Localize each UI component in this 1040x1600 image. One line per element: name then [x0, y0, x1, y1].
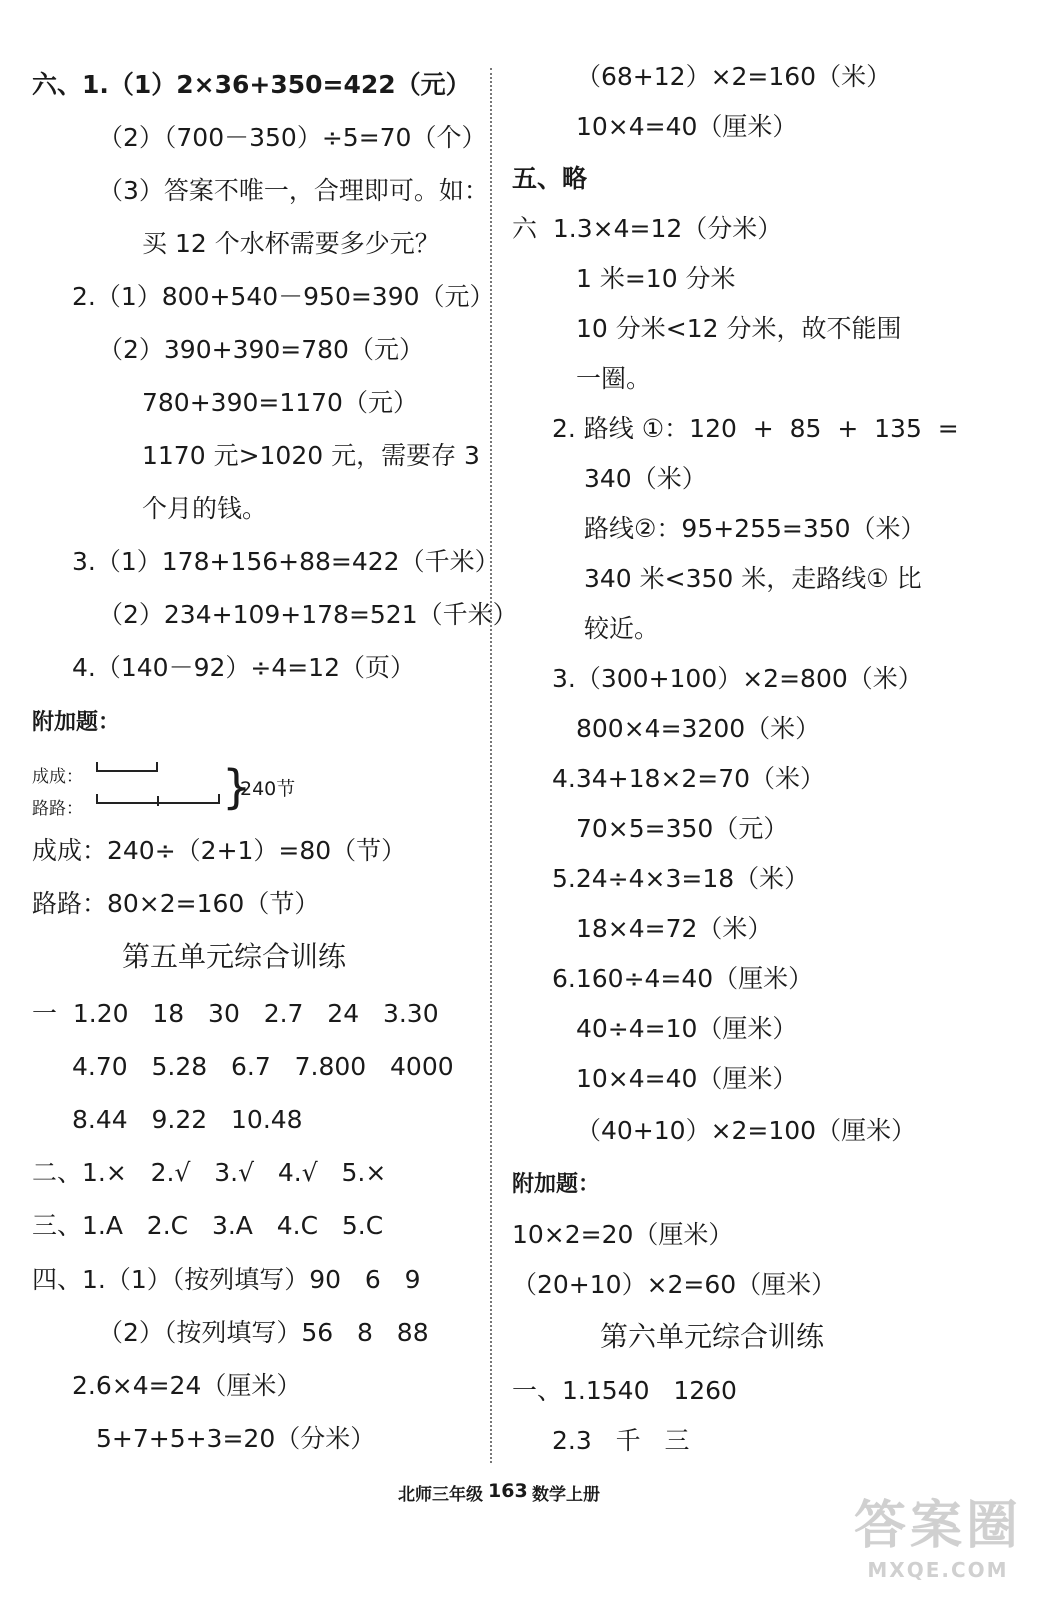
answer-line: 10×4=40（厘米）: [576, 1064, 798, 1093]
answer-line: 4.34+18×2=70（米）: [552, 764, 826, 793]
answer-line: （2）（按列填写）56 8 88: [98, 1318, 429, 1347]
footer-book: 数学上册: [532, 1485, 600, 1505]
answer-line: 340（米）: [584, 464, 707, 493]
answer-line: 6.160÷4=40（厘米）: [552, 964, 814, 993]
total-brace: }: [222, 760, 252, 814]
answer-line: 780+390=1170（元）: [142, 388, 418, 417]
section-title-unit5: 第五单元综合训练: [122, 940, 347, 973]
answer-line: 一、1.1540 1260: [512, 1376, 737, 1405]
answer-line: 10×2=20（厘米）: [512, 1220, 734, 1249]
answer-line: 2.（1）800+540－950=390（元）: [72, 282, 495, 311]
answer-line: 3.（1）178+156+88=422（千米）: [72, 547, 500, 576]
answer-line: 2. 路线 ①：120 + 85 + 135 =: [552, 414, 959, 443]
column-divider: [490, 68, 492, 1463]
answer-line: 路路：80×2=160（节）: [32, 889, 320, 918]
answer-line: 一 1.20 18 30 2.7 24 3.30: [32, 999, 439, 1028]
answer-line: 340 米<350 米，走路线① 比: [584, 564, 922, 593]
answer-line: 三、1.A 2.C 3.A 4.C 5.C: [32, 1211, 384, 1240]
answer-line: （2）390+390=780（元）: [98, 335, 424, 364]
answer-line: 二、1.× 2.√ 3.√ 4.√ 5.×: [32, 1158, 387, 1187]
diagram-total-label: 240节: [240, 778, 296, 800]
answer-line: 800×4=3200（米）: [576, 714, 821, 743]
chengcheng-bar: [96, 770, 158, 772]
answer-line: 路线②：95+255=350（米）: [584, 514, 926, 543]
answer-line: 70×5=350（元）: [576, 814, 789, 843]
answer-line: （2）（700－350）÷5=70（个）: [98, 123, 487, 152]
answer-line: 40÷4=10（厘米）: [576, 1014, 798, 1043]
answer-line: 1170 元>1020 元，需要存 3: [142, 441, 480, 470]
answer-line: 10 分米<12 分米，故不能围: [576, 314, 902, 343]
footer-grade: 北师三年级: [398, 1485, 483, 1505]
answer-line: 买 12 个水杯需要多少元？: [142, 229, 440, 258]
watermark-logo-text: 答案圈: [853, 1496, 1022, 1556]
lulu-bar-midmark: [157, 796, 159, 806]
answer-line: （68+12）×2=160（米）: [576, 62, 892, 91]
diagram-label-chengcheng: 成成：: [32, 767, 83, 787]
answer-line: 一圈。: [576, 364, 652, 393]
answer-line: （3）答案不唯一，合理即可。如：: [98, 176, 489, 205]
answer-line: 5+7+5+3=20（分米）: [96, 1424, 376, 1453]
answer-line: 2.3 千 三: [552, 1426, 690, 1455]
answer-line: 较近。: [584, 614, 660, 643]
answer-line: 1 米=10 分米: [576, 264, 736, 293]
answer-line: 六、1.（1）2×36+350=422（元）: [32, 70, 471, 99]
answer-line: 五、略: [512, 164, 588, 193]
watermark: [854, 1483, 1022, 1582]
bonus-heading: 附加题：: [32, 710, 121, 735]
diagram-label-lulu: 路路：: [32, 799, 83, 819]
answer-line: （2）234+109+178=521（千米）: [98, 600, 518, 629]
answer-line: 六 1.3×4=12（分米）: [512, 214, 783, 243]
watermark-url: MXQE.COM: [867, 1558, 1009, 1582]
answer-line: 5.24÷4×3=18（米）: [552, 864, 810, 893]
answer-line: 2.6×4=24（厘米）: [72, 1371, 302, 1400]
bonus-heading: 附加题：: [512, 1172, 601, 1197]
answer-line: （40+10）×2=100（厘米）: [576, 1116, 917, 1145]
answer-line: 成成：240÷（2+1）=80（节）: [32, 836, 407, 865]
page-number: 163: [488, 1480, 528, 1502]
answer-line: 4.70 5.28 6.7 7.800 4000: [72, 1052, 454, 1081]
answer-line: 个月的钱。: [142, 494, 268, 523]
answer-line: 四、1.（1）（按列填写）90 6 9: [32, 1265, 421, 1294]
answer-line: 4.（140－92）÷4=12（页）: [72, 653, 415, 682]
answer-line: 8.44 9.22 10.48: [72, 1105, 303, 1134]
section-title-unit6: 第六单元综合训练: [600, 1320, 825, 1353]
answer-line: 18×4=72（米）: [576, 914, 773, 943]
answer-line: 3.（300+100）×2=800（米）: [552, 664, 923, 693]
answer-line: 10×4=40（厘米）: [576, 112, 798, 141]
answer-line: （20+10）×2=60（厘米）: [512, 1270, 837, 1299]
